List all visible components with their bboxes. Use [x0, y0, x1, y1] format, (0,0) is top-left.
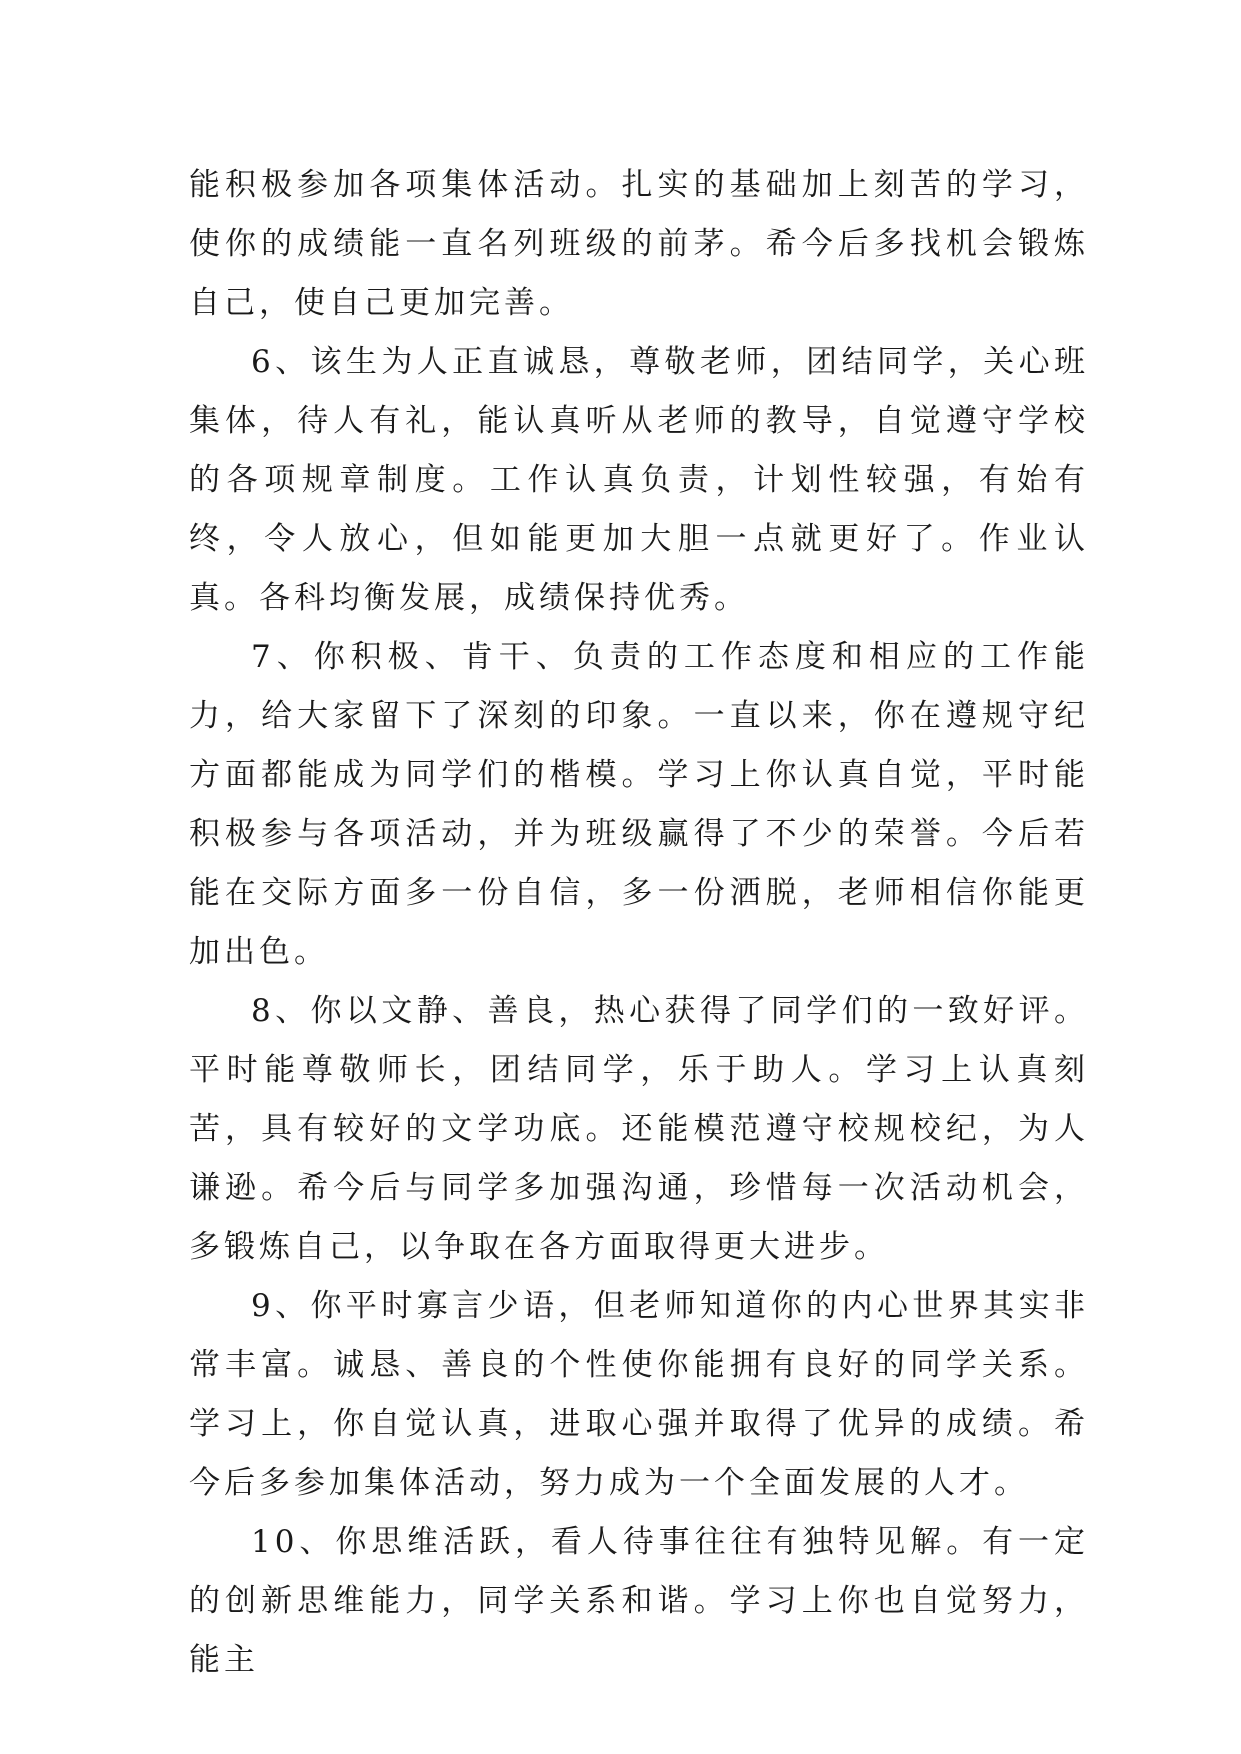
paragraph-8: 8、你以文静、善良，热心获得了同学们的一致好评。平时能尊敬师长，团结同学，乐于助人。学习上认真刻苦，具有较好的文学功底。还能模范遵守校规校纪，为人谦逊。希今后与同学多加强沟通，珍惜每一次活动机会，多锻炼自己，以争取在各方面取得更大进步。 — [189, 993, 1089, 1265]
paragraph-continued: 能积极参加各项集体活动。扎实的基础加上刻苦的学习，使你的成绩能一直名列班级的前茅。希今后多找机会锻炼自己，使自己更加完善。 — [189, 167, 1089, 321]
paragraph-6: 6、该生为人正直诚恳，尊敬老师，团结同学，关心班集体，待人有礼，能认真听从老师的教导，自觉遵守学校的各项规章制度。工作认真负责，计划性较强，有始有终，令人放心，但如能更加大胆一点就更好了。作业认真。各科均衡发展，成绩保持优秀。 — [189, 344, 1089, 616]
paragraph-9: 9、你平时寡言少语，但老师知道你的内心世界其实非常丰富。诚恳、善良的个性使你能拥有良好的同学关系。学习上，你自觉认真，进取心强并取得了优异的成绩。希今后多参加集体活动，努力成为一个全面发展的人才。 — [189, 1288, 1089, 1501]
paragraph-7: 7、你积极、肯干、负责的工作态度和相应的工作能力，给大家留下了深刻的印象。一直以来，你在遵规守纪方面都能成为同学们的楷模。学习上你认真自觉，平时能积极参与各项活动，并为班级赢得了不少的荣誉。今后若能在交际方面多一份自信，多一份洒脱，老师相信你能更加出色。 — [189, 639, 1089, 970]
paragraph-10: 10、你思维活跃，看人待事往往有独特见解。有一定的创新思维能力，同学关系和谐。学习上你也自觉努力，能主 — [189, 1524, 1089, 1678]
document-body — [189, 156, 1089, 1690]
